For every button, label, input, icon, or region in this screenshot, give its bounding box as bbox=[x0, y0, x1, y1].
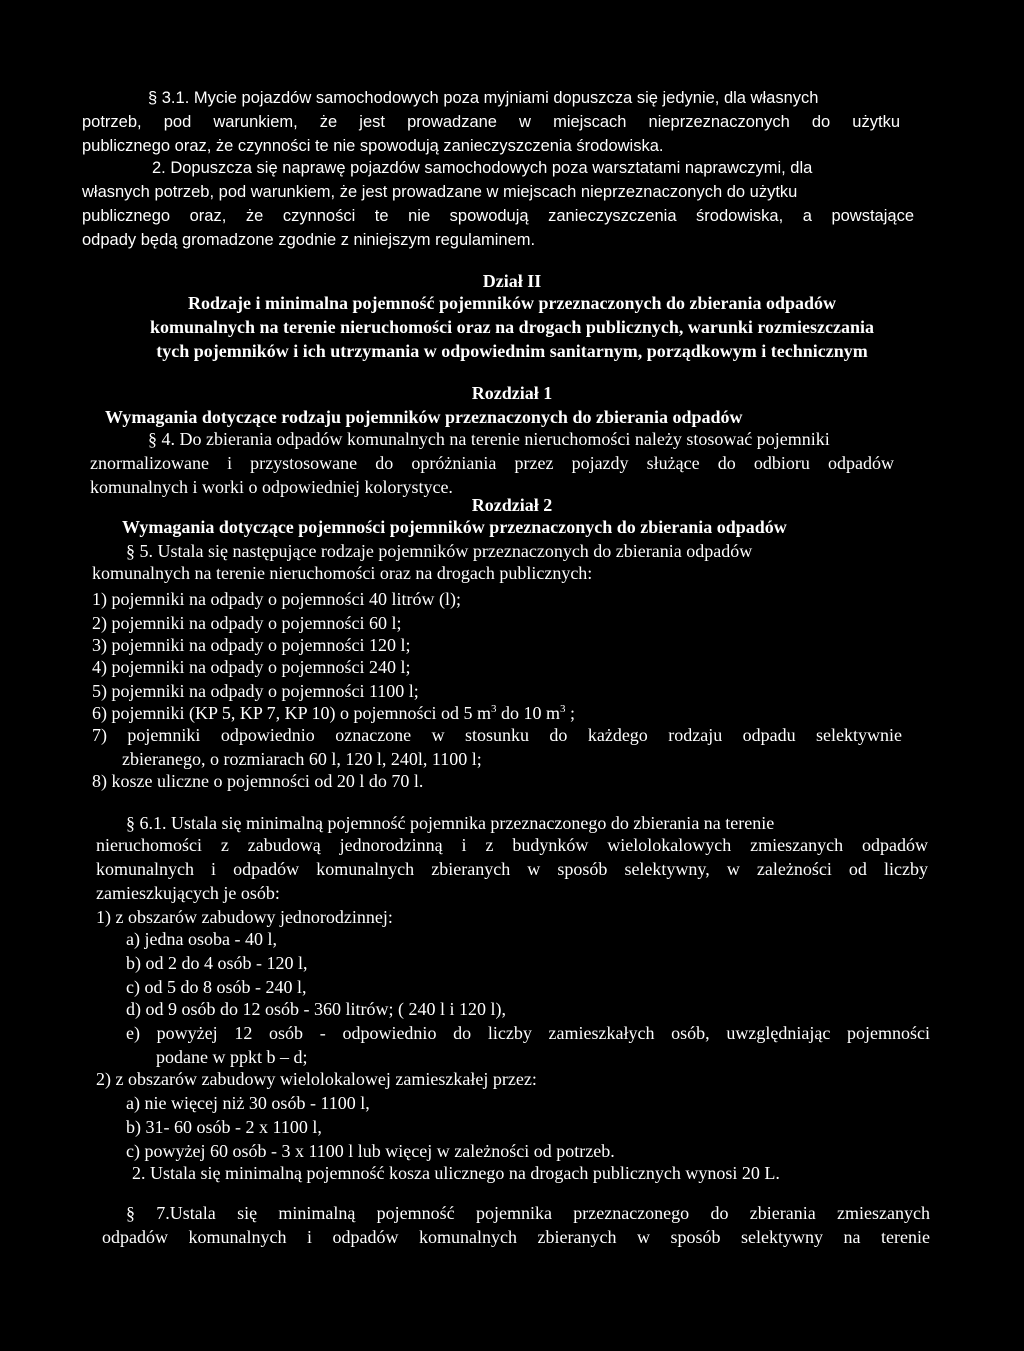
par6-sub-1b: b) od 2 do 4 osób - 120 l, bbox=[126, 953, 308, 973]
dzial-title: Dział II bbox=[482, 271, 542, 291]
par6-sub-1e: e) powyżej 12 osób - odpowiednio do liczby zamieszkałych osób, uwzględniając pojemności bbox=[126, 1023, 930, 1043]
par6-sub-2a: a) nie więcej niż 30 osób - 1100 l, bbox=[126, 1093, 370, 1113]
par5-item-6 bbox=[92, 702, 575, 724]
par5-item-7-line-1: 7) pojemniki odpowiednio oznaczone w stosunku do każdego rodzaju odpadu selektywnie bbox=[92, 725, 902, 745]
dzial-heading-line-1: Rodzaje i minimalna pojemność pojemników przeznaczonych do zbierania odpadów bbox=[188, 293, 836, 313]
rozdzial-2-heading: Wymagania dotyczące pojemności pojemników przeznaczonych do zbierania odpadów bbox=[122, 517, 787, 537]
par6-line-1: § 6.1. Ustala się minimalną pojemność pojemnika przeznaczonego do zbierania na terenie bbox=[126, 813, 775, 833]
dzial-heading-line-2: komunalnych na terenie nieruchomości oraz na drogach publicznych, warunki rozmieszczania bbox=[149, 317, 874, 337]
par5-item-5: 5) pojemniki na odpady o pojemności 1100 l; bbox=[92, 681, 419, 701]
rozdzial-1-title: Rozdział 1 bbox=[471, 383, 553, 403]
rozdzial-2-title: Rozdział 2 bbox=[471, 495, 553, 515]
par3-line-7: odpady będą gromadzone zgodnie z niniejszym regulaminem. bbox=[82, 231, 536, 249]
par5-item-6-text-e: ; bbox=[565, 703, 576, 723]
par6-sub-1e-line-2: podane w ppkt b – d; bbox=[156, 1047, 308, 1067]
par5-line-1: § 5. Ustala się następujące rodzaje pojemników przeznaczonych do zbierania odpadów bbox=[126, 541, 753, 561]
par3-line-5: własnych potrzeb, pod warunkiem, że jest prowadzane w miejscach nieprzeznaczonych do użytku bbox=[82, 183, 798, 201]
par6-sub-2: 2) z obszarów zabudowy wielolokalowej zamieszkałej przez: bbox=[96, 1069, 537, 1089]
par4-line-3: komunalnych i worki o odpowiedniej kolorystyce. bbox=[90, 477, 453, 497]
par7-line-2: odpadów komunalnych i odpadów komunalnych zbieranych w sposób selektywny na terenie bbox=[102, 1227, 930, 1247]
par5-line-2: komunalnych na terenie nieruchomości oraz na drogach publicznych: bbox=[92, 563, 593, 583]
par3-line-3: publicznego oraz, że czynności te nie spowodują zanieczyszczenia środowiska. bbox=[82, 137, 664, 155]
par5-item-1: 1) pojemniki na odpady o pojemności 40 litrów (l); bbox=[92, 589, 461, 609]
par6-sub-1d: d) od 9 osób do 12 osób - 360 litrów; ( 240 l i 120 l), bbox=[126, 999, 506, 1019]
par4-line-2: znormalizowane i przystosowane do opróżniania przez pojazdy służące do odbioru odpadów bbox=[90, 453, 894, 473]
par6-sub-2b: b) 31- 60 osób - 2 x 1100 l, bbox=[126, 1117, 322, 1137]
par6-point-2: 2. Ustala się minimalną pojemność kosza ulicznego na drogach publicznych wynosi 20 L. bbox=[132, 1163, 780, 1183]
par5-item-7-line-2: zbieranego, o rozmiarach 60 l, 120 l, 240l, 1100 l; bbox=[122, 749, 482, 769]
par5-item-6-text-c: do 10 m bbox=[496, 703, 561, 723]
par6-sub-1: 1) z obszarów zabudowy jednorodzinnej: bbox=[96, 907, 393, 927]
par3-line-6: publicznego oraz, że czynności te nie spowodują zanieczyszczenia środowiska, a powstające bbox=[82, 207, 914, 225]
par5-item-6-text-a: 6) pojemniki (KP 5, KP 7, KP 10) o pojemności od 5 m bbox=[92, 703, 491, 723]
par5-item-2: 2) pojemniki na odpady o pojemności 60 l; bbox=[92, 613, 402, 633]
rozdzial-1-heading: Wymagania dotyczące rodzaju pojemników przeznaczonych do zbierania odpadów bbox=[105, 407, 743, 427]
par6-line-3: komunalnych i odpadów komunalnych zbieranych w sposób selektywny, w zależności od liczby bbox=[96, 859, 928, 879]
par5-item-4: 4) pojemniki na odpady o pojemności 240 l; bbox=[92, 657, 411, 677]
par5-item-3: 3) pojemniki na odpady o pojemności 120 l; bbox=[92, 635, 411, 655]
par6-sub-1c: c) od 5 do 8 osób - 240 l, bbox=[126, 977, 307, 997]
par6-line-2: nieruchomości z zabudową jednorodzinną i z budynków wielolokalowych zmieszanych odpadów bbox=[96, 835, 928, 855]
par3-line-1: § 3.1. Mycie pojazdów samochodowych poza myjniami dopuszcza się jedynie, dla własnych bbox=[148, 89, 819, 107]
par6-sub-2c: c) powyżej 60 osób - 3 x 1100 l lub więcej w zależności od potrzeb. bbox=[126, 1141, 615, 1161]
par5-item-8: 8) kosze uliczne o pojemności od 20 l do 70 l. bbox=[92, 771, 424, 791]
par6-line-4: zamieszkujących je osób: bbox=[96, 883, 280, 903]
par4-line-1: § 4. Do zbierania odpadów komunalnych na terenie nieruchomości należy stosować pojemniki bbox=[148, 429, 830, 449]
par3-line-4: 2. Dopuszcza się naprawę pojazdów samochodowych poza warsztatami naprawczymi, dla bbox=[152, 159, 813, 177]
par3-line-2: potrzeb, pod warunkiem, że jest prowadzane w miejscach nieprzeznaczonych do użytku bbox=[82, 113, 900, 131]
cubic-superscript-2: 3 bbox=[560, 703, 566, 715]
cubic-superscript-1: 3 bbox=[491, 703, 497, 715]
par7-line-1: § 7.Ustala się minimalną pojemność pojemnika przeznaczonego do zbierania zmieszanych bbox=[126, 1203, 930, 1223]
dzial-heading-line-3: tych pojemników i ich utrzymania w odpowiednim sanitarnym, porządkowym i technicznym bbox=[156, 341, 868, 361]
par6-sub-1a: a) jedna osoba - 40 l, bbox=[126, 929, 277, 949]
